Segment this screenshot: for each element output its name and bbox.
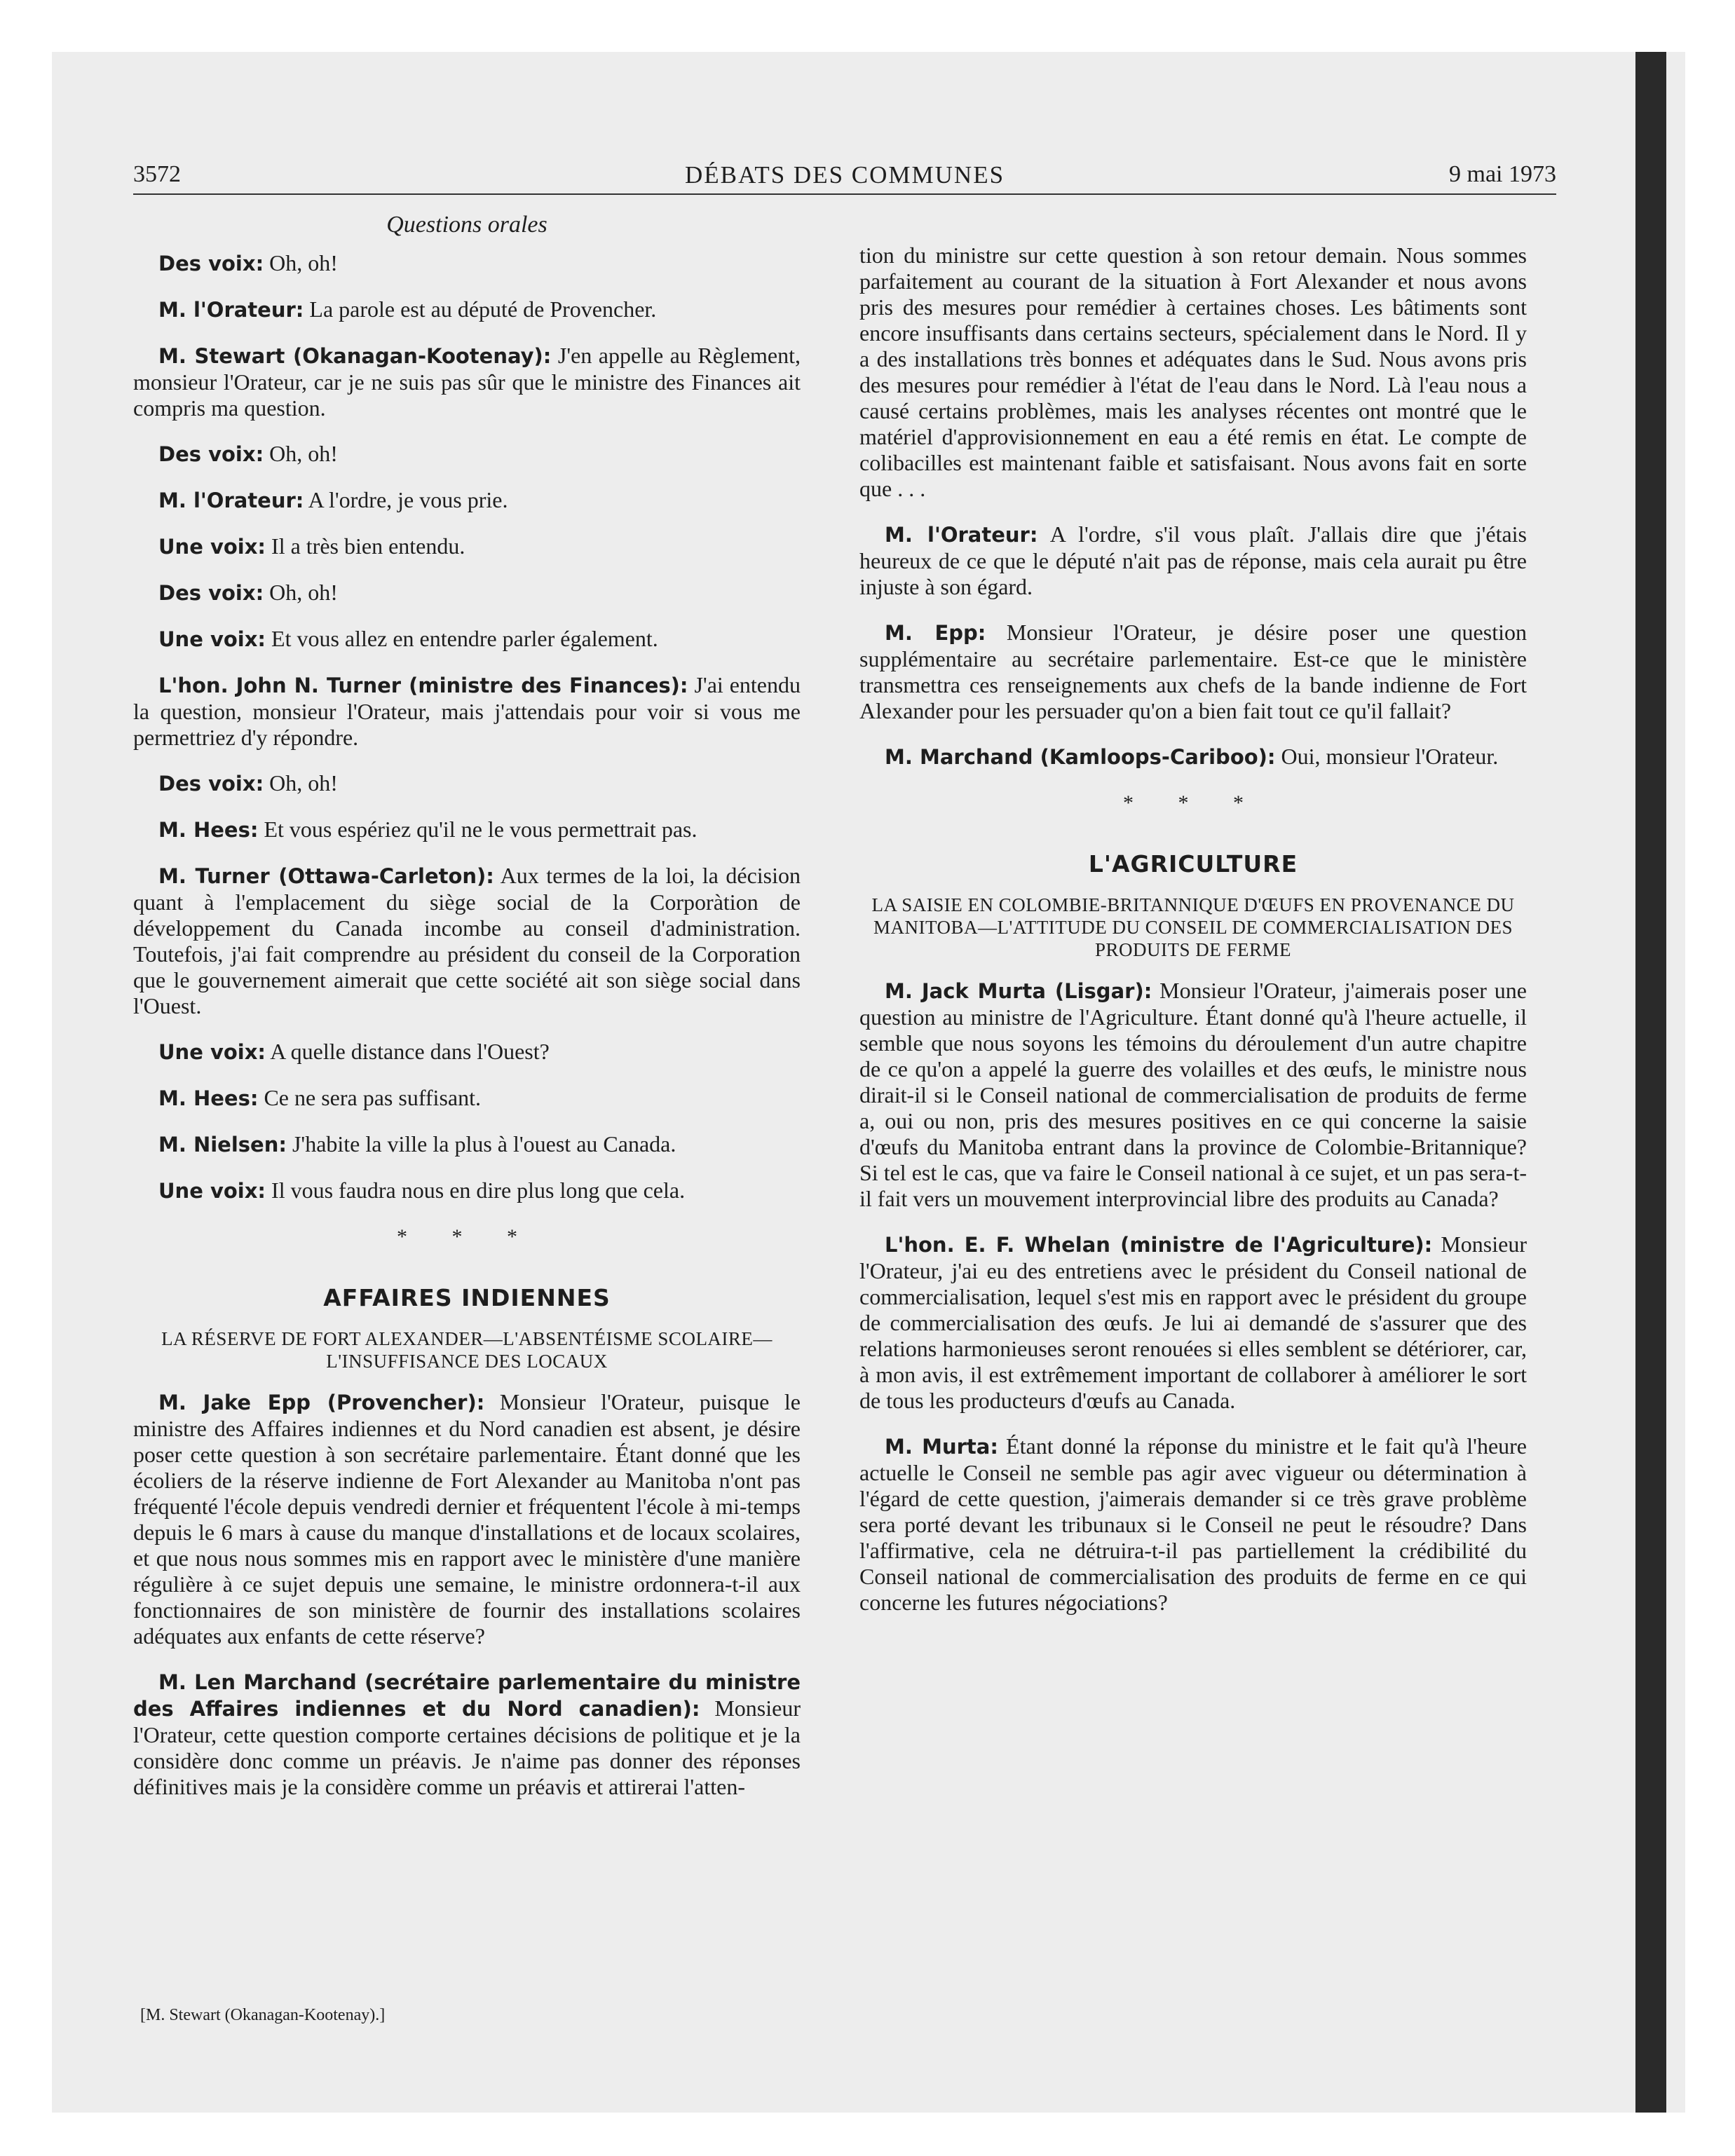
speaker: Des voix:: [158, 442, 264, 466]
speaker: Des voix:: [158, 252, 264, 275]
speaker: L'hon. E. F. Whelan (ministre de l'Agriculture):: [885, 1233, 1433, 1257]
paragraph: [859, 243, 1527, 502]
speaker: Une voix:: [158, 1179, 266, 1203]
section-separator: * * *: [397, 1225, 537, 1248]
paragraph: [859, 1231, 1527, 1414]
speech: Monsieur l'Orateur, j'aimerais poser une question au ministre de l'Agriculture. Étant donné qu'à l'heure actuelle, il semble que nous soyons les témoins du déroulement d'un autre chapitre de ce qu'on a appelé la guerre des volailles et des œufs, le ministre nous dirait-il si le Conseil national de commercialisation de produits de ferme a, oui ou non, pris des mesures positives en ce qui concerne la saisie d'œufs du Manitoba entrant dans la province de Colombie-Britannique? Si tel est le cas, que va faire le Conseil national à ce sujet, et un pas sera-t-il fait vers un mouvement interprovincial libre des produits au Canada?: [859, 978, 1528, 1211]
speaker: M. Marchand (Kamloops-Cariboo):: [885, 745, 1276, 769]
speech: J'habite la ville la plus à l'ouest au Canada.: [286, 1131, 676, 1157]
speech: A l'ordre, s'il vous plaît. J'allais dire que j'étais heureux de ce que le député n'ait pas de réponse, mais cela aurait pu être injuste à son égard.: [859, 521, 1528, 599]
speaker: M. Stewart (Okanagan-Kootenay):: [158, 344, 552, 368]
page-date: 9 mai 1973: [1449, 161, 1556, 187]
paragraph: [133, 1085, 801, 1112]
speech: Étant donné la réponse du ministre et le fait qu'à l'heure actuelle le Conseil ne semble pas agir avec vigueur ou détermination à l'égard de cette question, j'aimerais demander si ce très grave problème sera porté devant les tribunaux si le Conseil ne peut le résoudre? Dans l'affirmative, cela ne détruira-t-il pas partiellement la crédibilité du Conseil national de commercialisation des produits de ferme en ce qui concerne les futures négociations?: [859, 1433, 1528, 1615]
paragraph: [859, 620, 1527, 724]
paragraph: [859, 1433, 1527, 1616]
paragraph: [133, 487, 801, 514]
speech: Monsieur l'Orateur, puisque le ministre des Affaires indiennes et du Nord canadien est absent, je désire poser cette question à son secrétaire parlementaire. Étant donné que les écoliers de la réserve indienne de Fort Alexander au Manitoba n'ont pas fréquenté l'école depuis vendredi dernier et fréquentent l'école à mi-temps depuis le 6 mars à cause du manque d'installations et de locaux scolaires, et que nous nous sommes mis en rapport avec le ministère d'une manière régulière à ce sujet depuis une semaine, le ministre ordonnera-t-il aux fonctionnaires de son ministère de fournir des installations scolaires adéquates aux enfants de cette réserve?: [133, 1389, 801, 1649]
speech: A l'ordre, je vous prie.: [304, 487, 508, 512]
paragraph: [133, 441, 801, 468]
speech: Et vous allez en entendre parler également.: [266, 626, 658, 651]
paragraph: [133, 343, 801, 421]
paragraph: [133, 533, 801, 560]
speaker: M. Turner (Ottawa-Carleton):: [158, 864, 494, 888]
section-subheading: LA RÉSERVE DE FORT ALEXANDER—L'ABSENTÉISME SCOLAIRE—L'INSUFFISANCE DES LOCAUX: [161, 1328, 773, 1372]
speech: Et vous espériez qu'il ne le vous permettrait pas.: [258, 817, 698, 842]
speaker: Des voix:: [158, 772, 264, 796]
speech: Il a très bien entendu.: [266, 533, 465, 559]
paragraph: [133, 770, 801, 797]
speech: Monsieur l'Orateur, cette question comporte certaines décisions de politique et je la considère donc comme un préavis. Je n'aime pas donner des réponses définitives mais je la considère comme un préavis et attirerai l'atten-: [133, 1696, 801, 1799]
speech: La parole est au député de Provencher.: [304, 296, 657, 322]
speech: Il vous faudra nous en dire plus long que cela.: [266, 1178, 686, 1203]
speaker: M. l'Orateur:: [158, 489, 304, 512]
right-column: [859, 243, 1527, 1635]
speech: Oh, oh!: [264, 770, 338, 796]
section-subheading: LA SAISIE EN COLOMBIE-BRITANNIQUE D'ŒUFS EN PROVENANCE DU MANITOBA—L'ATTITUDE DU CONSEIL DE COMMERCIALISATION DES PRODUITS DE FERME: [871, 894, 1515, 960]
speech: A quelle distance dans l'Ouest?: [266, 1039, 550, 1064]
paragraph: [133, 817, 801, 843]
paragraph: [133, 1669, 801, 1800]
speech: tion du ministre sur cette question à son retour demain. Nous sommes parfaitement au courant de la situation à Fort Alexander et nous avons pris des mesures pour remédier à certaines choses. Les bâtiments sont encore insuffisants dans certains secteurs, spécialement dans le Nord. Il y a des installations très bonnes et adéquates dans le Sud. Nous avons pris des mesures pour remédier à l'état de l'eau dans le Nord. Là l'eau nous a causé certains problèmes, mais les analyses récentes ont montré que le matériel d'approvisionnement en eau a été remis en état. Le compte de colibacilles est maintenant faible et satisfaisant. Nous avons fait en sorte que . . .: [859, 243, 1527, 501]
speaker: M. Jake Epp (Provencher):: [158, 1391, 485, 1414]
speech: Monsieur l'Orateur, je désire poser une question supplémentaire au secrétaire parlementaire. Est-ce que le ministère transmettra ces renseignements aux chefs de la bande indienne de Fort Alexander pour les persuader qu'on a bien fait tout ce qu'il fallait?: [859, 620, 1527, 723]
speaker: Une voix:: [158, 1040, 266, 1064]
speaker: M. Murta:: [885, 1435, 998, 1459]
speech: Monsieur l'Orateur, j'ai eu des entretiens avec le président du Conseil national de commercialisation, lequel s'est mis en rapport avec le président du groupe de commercialisation des œufs. Je lui ai demandé de s'assurer que des relations harmonieuses seront renouées si elles semblent se détériorer, car, à mon avis, il est extrêmement important de collaborer à améliorer le sort de tous les producteurs d'œufs au Canada.: [859, 1231, 1527, 1413]
speaker: M. Hees:: [158, 818, 259, 842]
paragraph: [133, 580, 801, 606]
section-separator: * * *: [1123, 791, 1263, 814]
speaker: Une voix:: [158, 535, 266, 559]
paragraph: [133, 1131, 801, 1158]
speaker: Des voix:: [158, 581, 264, 605]
paragraph: [133, 1178, 801, 1204]
paragraph: [133, 672, 801, 751]
paragraph: [133, 250, 801, 277]
paragraph: [133, 296, 801, 323]
speech: Oui, monsieur l'Orateur.: [1275, 744, 1499, 769]
paragraph: [133, 626, 801, 653]
speaker: M. Epp:: [885, 621, 986, 645]
journal-title: DÉBATS DES COMMUNES: [684, 161, 1005, 189]
footnote: [M. Stewart (Okanagan-Kootenay).]: [140, 2006, 386, 2024]
speaker: L'hon. John N. Turner (ministre des Finances):: [158, 674, 688, 697]
paragraph: [859, 521, 1527, 600]
speech: J'en appelle au Règlement, monsieur l'Orateur, car je ne suis pas sûr que le ministre des Finances ait compris ma question.: [133, 343, 801, 421]
speaker: M. Len Marchand (secrétaire parlementaire du ministre des Affaires indiennes et du Nord canadien):: [133, 1670, 801, 1721]
scan-edge: [1635, 52, 1666, 2113]
page-header: [133, 158, 1556, 195]
paragraph: [133, 1389, 801, 1649]
speech: Oh, oh!: [264, 441, 338, 466]
speech: Ce ne sera pas suffisant.: [258, 1085, 481, 1110]
speaker: M. l'Orateur:: [885, 523, 1038, 547]
speaker: Une voix:: [158, 627, 266, 651]
speaker: M. Jack Murta (Lisgar):: [885, 979, 1152, 1003]
speaker: M. Hees:: [158, 1086, 259, 1110]
speaker: M. Nielsen:: [158, 1133, 287, 1157]
paragraph: [133, 1039, 801, 1065]
section-heading: L'AGRICULTURE: [1088, 850, 1298, 878]
speaker: M. l'Orateur:: [158, 298, 304, 322]
paragraph: [133, 863, 801, 1019]
left-column: [133, 207, 801, 1820]
speech: Aux termes de la loi, la décision quant à l'emplacement du siège social de la Corporàtion de développement du Canada incombe au conseil d'administration. Toutefois, j'ai fait comprendre au président du conseil de la Corporation que le gouvernement aimerait que cette société ait son siège social dans l'Ouest.: [133, 863, 801, 1018]
section-heading: AFFAIRES INDIENNES: [323, 1284, 611, 1311]
running-head: Questions orales: [386, 212, 547, 238]
page-number: 3572: [133, 161, 181, 187]
paragraph: [859, 744, 1527, 770]
paragraph: [859, 978, 1527, 1212]
speech: J'ai entendu la question, monsieur l'Orateur, mais j'attendais pour voir si vous me permettriez d'y répondre.: [133, 672, 801, 750]
speech: Oh, oh!: [264, 580, 338, 605]
speech: Oh, oh!: [264, 250, 338, 275]
